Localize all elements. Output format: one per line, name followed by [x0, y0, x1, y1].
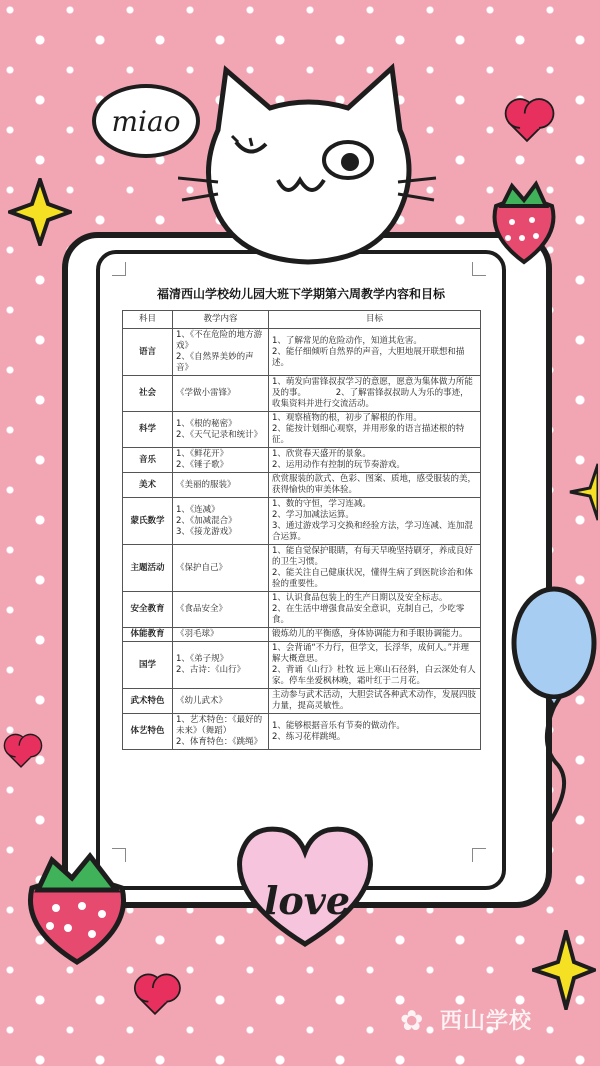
- content-cell: 1、《不在危险的地方游戏》 2、《自然界美妙的声音》: [173, 329, 269, 376]
- star-decoration-bottom-right: [532, 930, 596, 1010]
- header-subject: 科目: [123, 311, 173, 329]
- table-row: [123, 545, 481, 592]
- crop-mark: [472, 848, 486, 862]
- goal-cell: 主动参与武术活动，大胆尝试各种武术动作，发展四肢力量，提高灵敏性。: [269, 689, 481, 714]
- table-row: [123, 329, 481, 376]
- subject-cell: 科学: [123, 412, 173, 448]
- table-row: [123, 714, 481, 750]
- goal-cell: 1、萌发向雷锋叔叔学习的意愿，愿意为集体做力所能及的事。 2、了解雷锋叔叔助人为乐的事迹，收集资料并进行交流活动。: [269, 376, 481, 412]
- heart-decoration-top-right: [508, 104, 546, 142]
- subject-cell: 主题活动: [123, 545, 173, 592]
- goal-cell: 1、能够根据音乐有节奏的做动作。 2、练习花样跳绳。: [269, 714, 481, 750]
- crop-mark: [112, 262, 126, 276]
- love-text: love: [263, 878, 351, 923]
- heart-decoration-bottom-left: [137, 979, 173, 1015]
- star-decoration-left: [8, 178, 72, 246]
- subject-cell: 语言: [123, 329, 173, 376]
- subject-cell: 社会: [123, 376, 173, 412]
- subject-cell: 武术特色: [123, 689, 173, 714]
- table-row: [123, 689, 481, 714]
- subject-cell: 国学: [123, 642, 173, 689]
- table-row: [123, 498, 481, 545]
- crop-mark: [472, 262, 486, 276]
- table-row: [123, 376, 481, 412]
- content-cell: 1、《连减》 2、《加减混合》 3、《接龙游戏》: [173, 498, 269, 545]
- strawberry-decoration-bottom-left: [22, 848, 132, 966]
- heart-decoration-left: [6, 738, 36, 768]
- watermark-text: 西山学校: [440, 1009, 533, 1034]
- goal-cell: 1、欣赏春天盛开的景象。 2、运用动作有控制的玩节奏游戏。: [269, 448, 481, 473]
- header-goal: 目标: [269, 311, 481, 329]
- subject-cell: 蒙氏数学: [123, 498, 173, 545]
- table-row: [123, 642, 481, 689]
- subject-cell: 美术: [123, 473, 173, 498]
- table-row: [123, 628, 481, 642]
- subject-cell: 音乐: [123, 448, 173, 473]
- content-cell: 1、艺术特色：《最好的未来》（舞蹈） 2、体育特色：《跳绳》: [173, 714, 269, 750]
- star-decoration-right: [568, 462, 598, 522]
- content-cell: 《美丽的服装》: [173, 473, 269, 498]
- subject-cell: 体能教育: [123, 628, 173, 642]
- goal-cell: 1、会背诵“不力行，但学文，长浮华，成何人。”并理解大概意思。 2、背诵《山行》杜牧 远上寒山石径斜，白云深处有人家。停车坐爱枫林晚，霜叶红于二月花。: [269, 642, 481, 689]
- header-content: 教学内容: [173, 311, 269, 329]
- content-cell: 《学做小雷锋》: [173, 376, 269, 412]
- table-row: [123, 448, 481, 473]
- content-cell: 1、《弟子规》 2、古诗：《山行》: [173, 642, 269, 689]
- watermark-logo-icon: ✿: [400, 1004, 424, 1037]
- goal-cell: 1、了解常见的危险动作，知道其危害。 2、能仔细倾听自然界的声音，大胆地展开联想和描述。: [269, 329, 481, 376]
- bubble-text: miao: [111, 104, 181, 138]
- table-row: [123, 473, 481, 498]
- document-title: 福清西山学校幼儿园大班下学期第六周教学内容和目标: [156, 287, 445, 301]
- goal-cell: 1、观察植物的根，初步了解根的作用。 2、能按计划细心观察，并用形象的语言描述根的特征。: [269, 412, 481, 448]
- balloon-decoration: [508, 585, 600, 830]
- goal-cell: 1、认识食品包装上的生产日期以及安全标志。 2、在生活中增强食品安全意识，克制自己，少吃零食。: [269, 592, 481, 628]
- goal-cell: 欣赏服装的款式、色彩、图案、质地，感受服装的美，获得愉快的审美体验。: [269, 473, 481, 498]
- subject-cell: 安全教育: [123, 592, 173, 628]
- content-cell: 《保护自己》: [173, 545, 269, 592]
- cat-illustration: [178, 60, 438, 265]
- content-cell: 1、《鲜花开》 2、《锤子歌》: [173, 448, 269, 473]
- content-cell: 《羽毛球》: [173, 628, 269, 642]
- content-cell: 《幼儿武术》: [173, 689, 269, 714]
- teaching-plan-table: [122, 310, 481, 750]
- table-row: [123, 592, 481, 628]
- subject-cell: 体艺特色: [123, 714, 173, 750]
- goal-cell: 锻炼幼儿的平衡感，身体协调能力和手眼协调能力。: [269, 628, 481, 642]
- strawberry-decoration-top-right: [488, 176, 560, 266]
- goal-cell: 1、数的守恒，学习连减。 2、学习加减法运算。 3、通过游戏学习交换和经验方法，学习连减、连加混合运算。: [269, 498, 481, 545]
- table-header-row: [123, 311, 481, 329]
- content-cell: 《食品安全》: [173, 592, 269, 628]
- table-row: [123, 412, 481, 448]
- content-cell: 1、《根的秘密》 2、《天气记录和统计》: [173, 412, 269, 448]
- goal-cell: 1、能自觉保护眼睛，有每天早晚坚持刷牙，养成良好的卫生习惯。 2、能关注自己健康状况，懂得生病了到医院诊治和体验的重要性。: [269, 545, 481, 592]
